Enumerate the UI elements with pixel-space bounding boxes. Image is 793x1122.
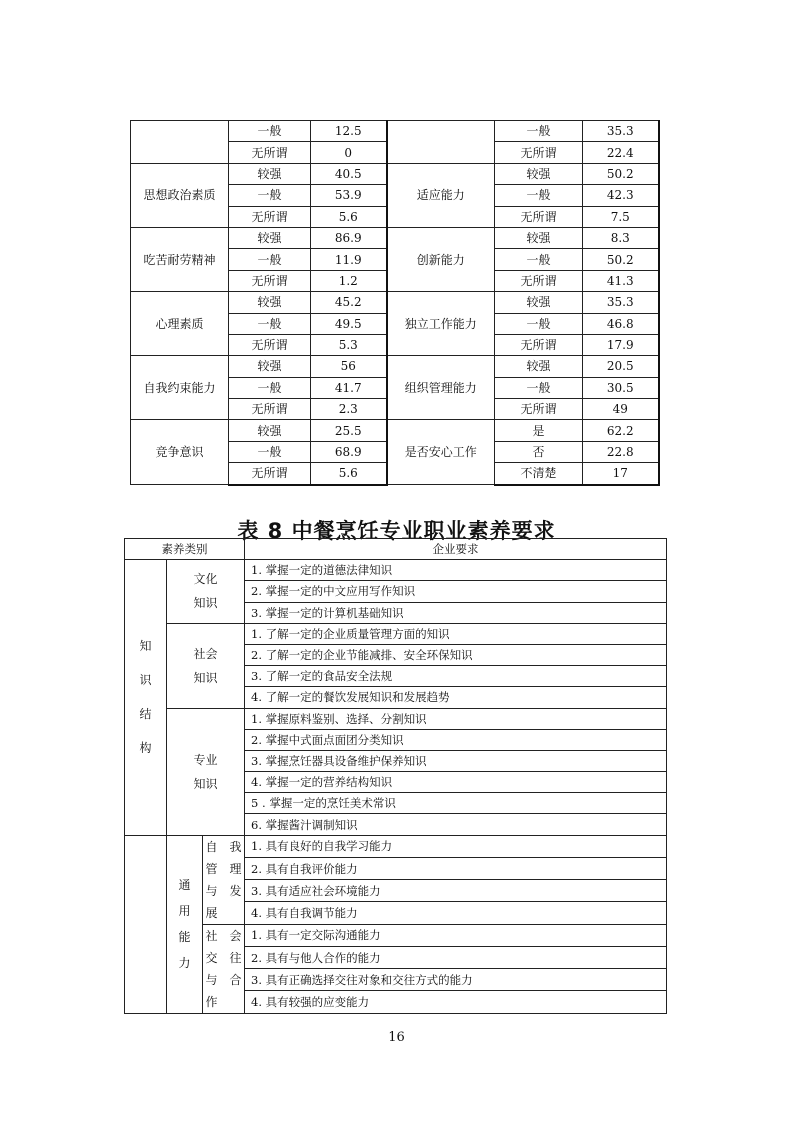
general-empty-cell	[125, 835, 167, 1013]
subcategory-text: 专业	[193, 752, 218, 767]
left-value: 86.9	[311, 227, 387, 248]
left-level: 无所谓	[229, 206, 311, 227]
right-level: 无所谓	[495, 206, 583, 227]
left-value: 45.2	[311, 292, 387, 313]
requirement-item: 2. 掌握一定的中文应用写作知识	[245, 581, 667, 602]
left-value: 25.5	[311, 420, 387, 441]
left-value: 5.3	[311, 334, 387, 355]
requirement-item: 1. 掌握原料鉴别、选择、分割知识	[245, 708, 667, 729]
subcategory-line: 社 会	[205, 928, 242, 943]
label-char: 用	[178, 904, 191, 919]
right-value: 17.9	[583, 334, 659, 355]
right-value: 22.8	[583, 441, 659, 462]
knowledge-subcategory	[167, 560, 245, 624]
subcategory-line: 作	[205, 994, 218, 1009]
left-category: 吃苦耐劳精神	[131, 227, 229, 291]
subcategory-line: 与 发	[205, 883, 242, 898]
left-level: 无所谓	[229, 270, 311, 291]
requirement-item: 6. 掌握酱汁调制知识	[245, 814, 667, 835]
subcategory-text: 文化	[193, 572, 218, 587]
right-level: 不清楚	[495, 463, 583, 485]
right-value: 42.3	[583, 185, 659, 206]
label-char: 力	[178, 956, 191, 971]
right-level: 一般	[495, 185, 583, 206]
requirement-item: 4. 具有自我调节能力	[245, 902, 667, 924]
left-category: 自我约束能力	[131, 356, 229, 420]
left-level: 一般	[229, 121, 311, 142]
left-level: 一般	[229, 249, 311, 270]
left-value: 56	[311, 356, 387, 377]
left-level: 无所谓	[229, 463, 311, 485]
requirement-item: 2. 了解一定的企业节能减排、安全环保知识	[245, 644, 667, 665]
right-level: 一般	[495, 121, 583, 142]
general-subcategory	[203, 835, 245, 924]
requirement-item: 4. 了解一定的餐饮发展知识和发展趋势	[245, 687, 667, 708]
right-level: 一般	[495, 377, 583, 398]
left-level: 较强	[229, 420, 311, 441]
right-level: 较强	[495, 292, 583, 313]
subcategory-text: 知识	[193, 670, 218, 685]
right-category: 创新能力	[387, 227, 495, 291]
requirement-item: 2. 掌握中式面点面团分类知识	[245, 729, 667, 750]
left-value: 41.7	[311, 377, 387, 398]
right-value: 46.8	[583, 313, 659, 334]
requirement-item: 1. 了解一定的企业质量管理方面的知识	[245, 623, 667, 644]
requirement-item: 3. 具有正确选择交往对象和交往方式的能力	[245, 969, 667, 991]
survey-row	[131, 121, 659, 142]
requirement-item: 3. 了解一定的食品安全法规	[245, 666, 667, 687]
subcategory-text: 知识	[193, 596, 218, 611]
label-char: 构	[139, 741, 152, 756]
right-level: 是	[495, 420, 583, 441]
left-level: 较强	[229, 292, 311, 313]
left-category: 思想政治素质	[131, 163, 229, 227]
left-level: 一般	[229, 185, 311, 206]
requirement-item: 1. 具有一定交际沟通能力	[245, 924, 667, 946]
right-category: 是否安心工作	[387, 420, 495, 485]
left-level: 一般	[229, 313, 311, 334]
right-level: 无所谓	[495, 270, 583, 291]
general-ability-row	[125, 835, 667, 857]
knowledge-row	[125, 560, 667, 581]
right-value: 49	[583, 399, 659, 420]
right-value: 62.2	[583, 420, 659, 441]
left-level: 较强	[229, 227, 311, 248]
right-level: 较强	[495, 356, 583, 377]
left-value: 40.5	[311, 163, 387, 184]
survey-row	[131, 356, 659, 377]
left-category	[131, 121, 229, 164]
knowledge-subcategory	[167, 623, 245, 708]
label-char: 识	[139, 673, 152, 688]
right-level: 无所谓	[495, 334, 583, 355]
header-category: 素养类别	[125, 539, 245, 560]
survey-row	[131, 420, 659, 441]
header-requirement: 企业要求	[245, 539, 667, 560]
requirement-item: 1. 掌握一定的道德法律知识	[245, 560, 667, 581]
right-level: 无所谓	[495, 399, 583, 420]
subcategory-line: 交 往	[205, 950, 242, 965]
subcategory-line: 与 合	[205, 972, 242, 987]
right-value: 50.2	[583, 163, 659, 184]
left-level: 一般	[229, 441, 311, 462]
left-value: 5.6	[311, 463, 387, 485]
table8-header-row	[125, 539, 667, 560]
label-char: 结	[139, 707, 152, 722]
left-value: 68.9	[311, 441, 387, 462]
requirement-item: 5 . 掌握一定的烹饪美术常识	[245, 793, 667, 814]
subcategory-text: 知识	[193, 776, 218, 791]
page-number: 16	[388, 1030, 405, 1045]
requirement-item: 4. 掌握一定的营养结构知识	[245, 772, 667, 793]
right-value: 41.3	[583, 270, 659, 291]
left-category: 竞争意识	[131, 420, 229, 485]
right-value: 20.5	[583, 356, 659, 377]
survey-row	[131, 227, 659, 248]
knowledge-structure-label	[125, 560, 167, 835]
left-value: 5.6	[311, 206, 387, 227]
left-value: 49.5	[311, 313, 387, 334]
right-level: 一般	[495, 249, 583, 270]
general-ability-row	[125, 924, 667, 946]
right-category: 组织管理能力	[387, 356, 495, 420]
right-value: 22.4	[583, 142, 659, 163]
left-level: 无所谓	[229, 399, 311, 420]
requirement-item: 3. 掌握烹饪器具设备维护保养知识	[245, 750, 667, 771]
table8-title: 表 8 中餐烹饪专业职业素养要求	[237, 519, 556, 543]
left-level: 无所谓	[229, 142, 311, 163]
left-value: 12.5	[311, 121, 387, 142]
left-level: 较强	[229, 356, 311, 377]
right-category: 适应能力	[387, 163, 495, 227]
literacy-requirements-table	[124, 538, 667, 1014]
left-value: 11.9	[311, 249, 387, 270]
requirement-item: 2. 具有与他人合作的能力	[245, 946, 667, 968]
requirement-item: 3. 掌握一定的计算机基础知识	[245, 602, 667, 623]
knowledge-subcategory	[167, 708, 245, 835]
general-ability-label	[167, 835, 203, 1013]
requirement-item: 1. 具有良好的自我学习能力	[245, 835, 667, 857]
right-level: 较强	[495, 227, 583, 248]
right-level: 较强	[495, 163, 583, 184]
left-value: 0	[311, 142, 387, 163]
knowledge-row	[125, 623, 667, 644]
requirement-item: 4. 具有较强的应变能力	[245, 991, 667, 1013]
subcategory-line: 管 理	[205, 861, 242, 876]
label-char: 知	[139, 639, 152, 654]
left-level: 无所谓	[229, 334, 311, 355]
general-subcategory	[203, 924, 245, 1013]
right-level: 否	[495, 441, 583, 462]
right-category: 独立工作能力	[387, 292, 495, 356]
label-char: 通	[178, 878, 191, 893]
left-value: 53.9	[311, 185, 387, 206]
subcategory-line: 自 我	[205, 839, 242, 854]
requirement-item: 3. 具有适应社会环境能力	[245, 880, 667, 902]
subcategory-line: 展	[205, 905, 218, 920]
right-level: 无所谓	[495, 142, 583, 163]
right-category	[387, 121, 495, 164]
left-level: 较强	[229, 163, 311, 184]
right-value: 35.3	[583, 121, 659, 142]
left-value: 2.3	[311, 399, 387, 420]
right-value: 30.5	[583, 377, 659, 398]
right-level: 一般	[495, 313, 583, 334]
left-category: 心理素质	[131, 292, 229, 356]
right-value: 50.2	[583, 249, 659, 270]
knowledge-row	[125, 708, 667, 729]
right-value: 35.3	[583, 292, 659, 313]
left-level: 一般	[229, 377, 311, 398]
label-char: 能	[178, 930, 191, 945]
subcategory-text: 社会	[193, 646, 218, 661]
survey-row	[131, 292, 659, 313]
left-value: 1.2	[311, 270, 387, 291]
right-value: 7.5	[583, 206, 659, 227]
right-value: 8.3	[583, 227, 659, 248]
requirement-item: 2. 具有自我评价能力	[245, 857, 667, 879]
right-value: 17	[583, 463, 659, 485]
survey-table	[130, 120, 660, 486]
survey-row	[131, 163, 659, 184]
